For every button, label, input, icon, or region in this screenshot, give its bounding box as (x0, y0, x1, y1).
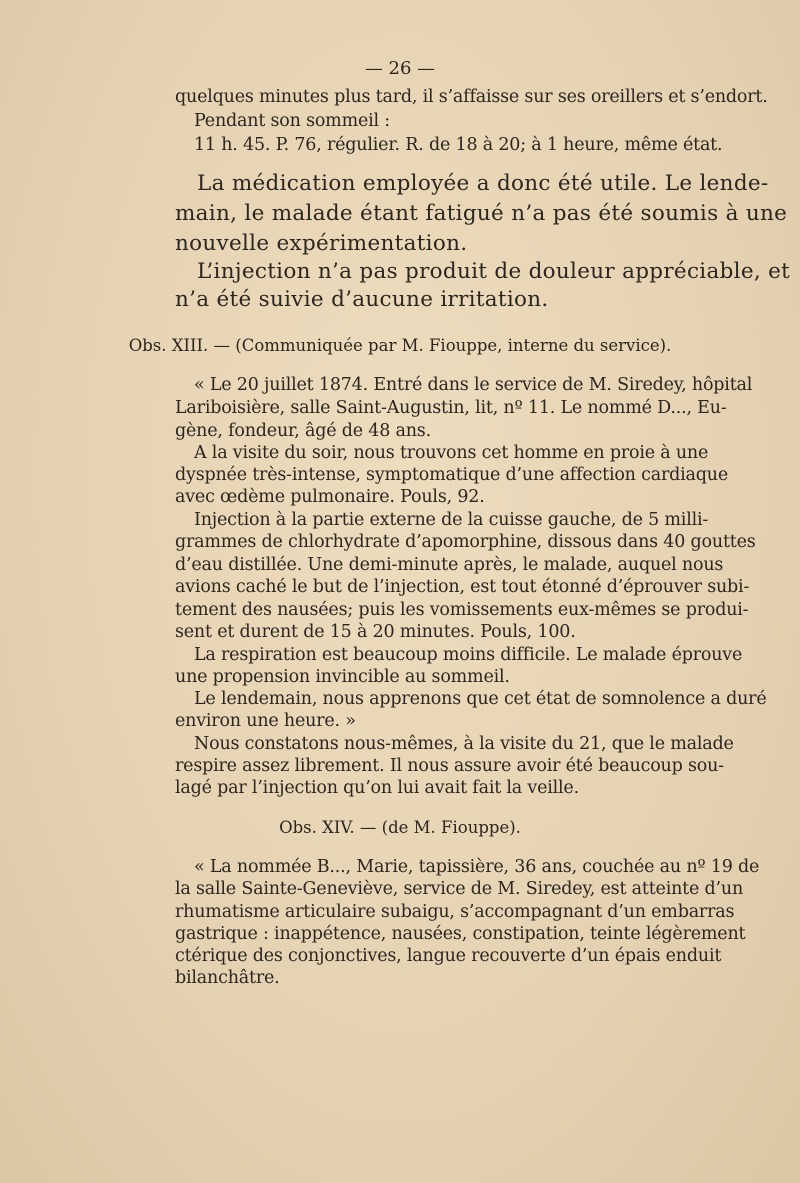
text-line: tement des nausées; puis les vomissements eux-mêmes se produi- (175, 600, 749, 620)
observation-heading: Obs. XIV. — (de M. Fiouppe). (279, 818, 521, 837)
text-line: avions caché le but de l’injection, est tout étonné d’éprouver subi- (175, 577, 750, 597)
text-line: dyspnée très-intense, symptomatique d’une affection cardiaque (175, 465, 728, 485)
text-line: n’a été suivie d’aucune irritation. (175, 287, 549, 312)
text-line: L’injection n’a pas produit de douleur appréciable, et (197, 259, 791, 284)
page-number: — 26 — (364, 58, 436, 79)
text-line: bilanchâtre. (175, 968, 280, 988)
text-line: Nous constatons nous-mêmes, à la visite du 21, que le malade (194, 734, 734, 754)
text-line: lagé par l’injection qu’on lui avait fait la veille. (175, 778, 579, 798)
text-line: ctérique des conjonctives, langue recouverte d’un épais enduit (175, 946, 722, 966)
text-line: La médication employée a donc été utile. Le lende- (197, 171, 769, 196)
observation-heading: Obs. XIII. — (Communiquée par M. Fiouppe, interne du service). (128, 336, 672, 355)
text-line: main, le malade étant fatigué n’a pas été soumis à une (175, 201, 788, 226)
text-line: sent et durent de 15 à 20 minutes. Pouls, 100. (175, 622, 576, 642)
text-line: Lariboisière, salle Saint-Augustin, lit, nº 11. Le nommé D..., Eu- (175, 398, 727, 418)
text-line: Injection à la partie externe de la cuisse gauche, de 5 milli- (194, 510, 709, 530)
text-line: rhumatisme articulaire subaigu, s’accompagnant d’un embarras (175, 902, 735, 922)
text-line: Pendant son sommeil : (194, 111, 390, 131)
text-line: la salle Sainte-Geneviève, service de M. Siredey, est atteinte d’un (175, 879, 744, 899)
text-line: gène, fondeur, âgé de 48 ans. (175, 421, 431, 441)
text-line: « Le 20 juillet 1874. Entré dans le service de M. Siredey, hôpital (194, 375, 753, 395)
text-line: quelques minutes plus tard, il s’affaisse sur ses oreillers et s’endort. (175, 87, 768, 107)
text-line: grammes de chlorhydrate d’apomorphine, dissous dans 40 gouttes (175, 532, 756, 552)
text-line: avec œdème pulmonaire. Pouls, 92. (175, 487, 485, 507)
text-line: A la visite du soir, nous trouvons cet homme en proie à une (194, 443, 709, 463)
text-line: respire assez librement. Il nous assure avoir été beaucoup sou- (175, 756, 724, 776)
text-line: Le lendemain, nous apprenons que cet état de somnolence a duré (194, 689, 767, 709)
text-line: nouvelle expérimentation. (175, 231, 468, 256)
text-line: une propension invincible au sommeil. (175, 667, 510, 687)
text-line: d’eau distillée. Une demi-minute après, le malade, auquel nous (175, 555, 724, 575)
text-line: environ une heure. » (175, 711, 356, 731)
text-line: « La nommée B..., Marie, tapissière, 36 ans, couchée au nº 19 de (194, 857, 760, 877)
text-line: 11 h. 45. P. 76, régulier. R. de 18 à 20; à 1 heure, même état. (194, 135, 723, 155)
text-line: gastrique : inappétence, nausées, constipation, teinte légèrement (175, 924, 746, 944)
text-line: La respiration est beaucoup moins difficile. Le malade éprouve (194, 645, 743, 665)
